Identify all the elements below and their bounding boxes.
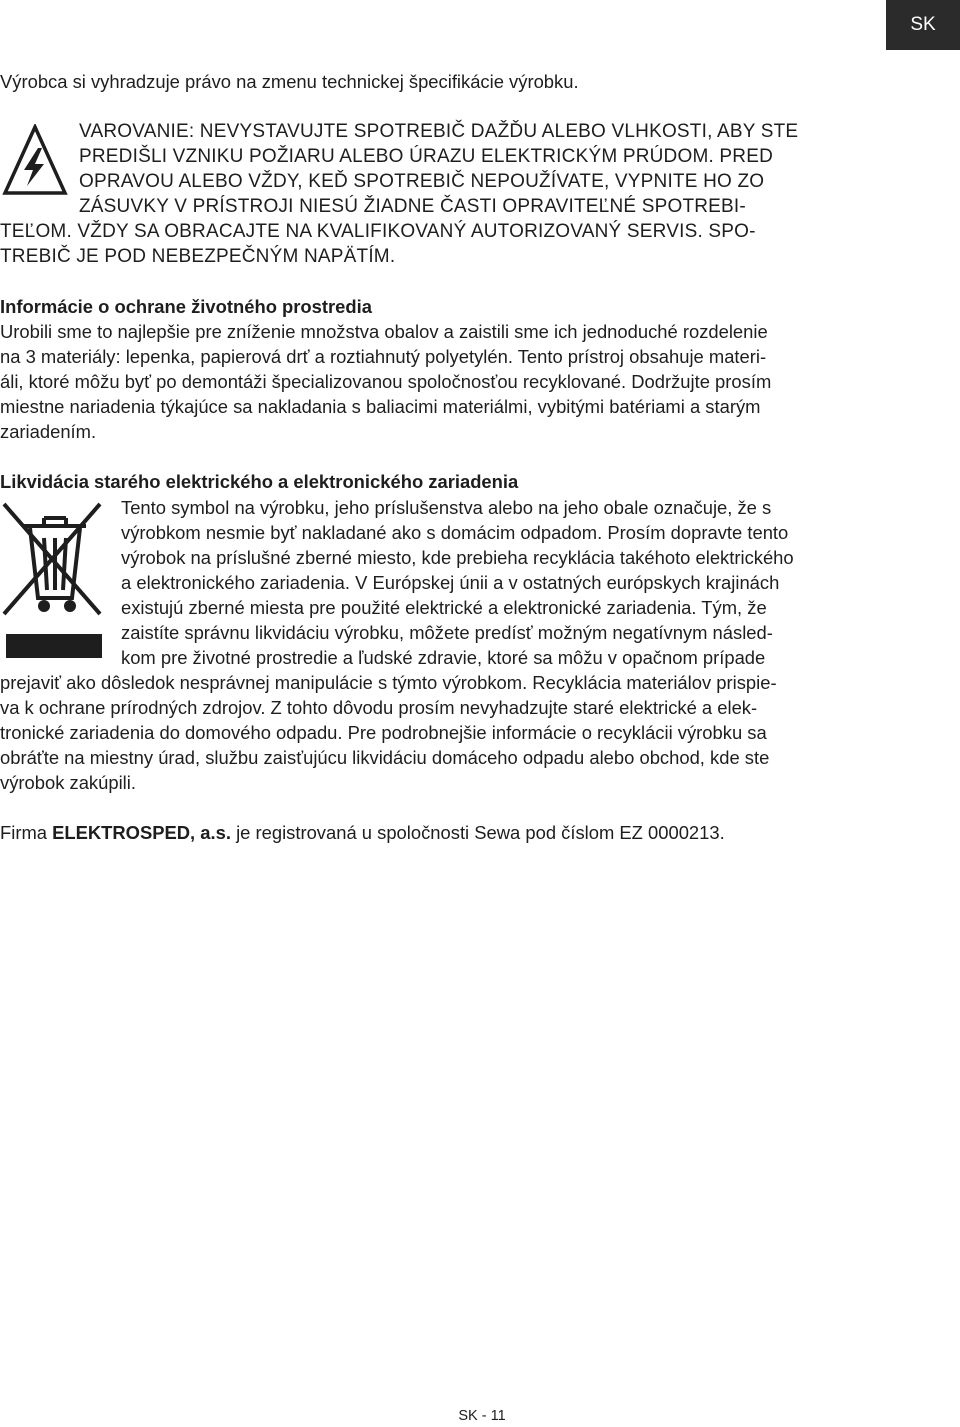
- registration-prefix: Firma: [0, 822, 53, 843]
- disposal-line: výrobok zakúpili.: [0, 772, 136, 793]
- environment-line: zariadením.: [0, 421, 97, 442]
- registration-suffix: je registrovaná u spoločnosti Sewa pod číslom EZ 0000213.: [230, 822, 725, 843]
- environment-line: Urobili sme to najlepšie pre zníženie množstva obalov a zaistili sme ich jednoduché rozdelenie: [0, 321, 768, 342]
- disposal-line: kom pre životné prostredie a ľudské zdravie, ktoré sa môžu v opačnom prípade: [121, 647, 766, 668]
- warning-line: VAROVANIE: NEVYSTAVUJTE SPOTREBIČ DAŽĎU ALEBO VLHKOSTI, ABY STE: [79, 121, 799, 142]
- intro-text: Výrobca si vyhradzuje právo na zmenu technickej špecifikácie výrobku.: [0, 71, 579, 92]
- disposal-line: Tento symbol na výrobku, jeho príslušenstva alebo na jeho obale označuje, že s: [121, 497, 772, 518]
- registration-text: [0, 820, 725, 845]
- warning-line: TREBIČ JE POD NEBEZPEČNÝM NAPÄTÍM.: [0, 246, 396, 267]
- lightning-warning-icon: [2, 124, 68, 196]
- disposal-line: výrobkom nesmie byť nakladané ako s domácim odpadom. Prosím dopravte tento: [121, 522, 789, 543]
- page-footer: [0, 1408, 960, 1424]
- crossed-out-wheeled-bin-icon: [0, 498, 106, 662]
- warning-line: ZÁSUVKY V PRÍSTROJI NIESÚ ŽIADNE ČASTI OPRAVITEĽNÉ SPOTREBI-: [79, 196, 746, 217]
- company-name: ELEKTROSPED, a.s.: [52, 822, 231, 843]
- disposal-line: obráťte na miestny úrad, službu zaisťujúcu likvidáciu domáceho odpadu alebo obchod, kde ste: [0, 747, 770, 768]
- language-tab: SK: [886, 0, 960, 50]
- disposal-line: zaistíte správnu likvidáciu výrobku, môžete predísť možným negatívnym násled-: [121, 622, 773, 643]
- disposal-line: va k ochrane prírodných zdrojov. Z tohto dôvodu prosím nevyhadzujte staré elektrické a elek-: [0, 697, 758, 718]
- environment-heading: Informácie o ochrane životného prostredia: [0, 296, 372, 317]
- warning-line: OPRAVOU ALEBO VŽDY, KEĎ SPOTREBIČ NEPOUŽÍVATE, VYPNITE HO ZO: [79, 171, 765, 192]
- disposal-line: tronické zariadenia do domového odpadu. Pre podrobnejšie informácie o recyklácii výrobku sa: [0, 722, 767, 743]
- disposal-heading: Likvidácia starého elektrického a elektronického zariadenia: [0, 471, 519, 492]
- disposal-line: prejaviť ako dôsledok nesprávnej manipulácie s týmto výrobkom. Recyklácia materiálov prispie-: [0, 672, 777, 693]
- page-number: SK - 11: [458, 1408, 506, 1424]
- warning-line: TEĽOM. VŽDY SA OBRACAJTE NA KVALIFIKOVANÝ AUTORIZOVANÝ SERVIS. SPO-: [0, 221, 756, 242]
- environment-line: na 3 materiály: lepenka, papierová drť a roztiahnutý polyetylén. Tento prístroj obsahuje materi-: [0, 346, 767, 367]
- warning-line: PREDIŠLI VZNIKU POŽIARU ALEBO ÚRAZU ELEKTRICKÝM PRÚDOM. PRED: [79, 146, 774, 167]
- environment-line: miestne nariadenia týkajúce sa nakladania s baliacimi materiálmi, vybitými batériami a starým: [0, 396, 761, 417]
- disposal-line: a elektronického zariadenia. V Európskej únii a v ostatných európskych krajinách: [121, 572, 780, 593]
- environment-line: áli, ktoré môžu byť po demontáži špecializovanou spoločnosťou recyklované. Dodržujte prosím: [0, 371, 772, 392]
- disposal-line: existujú zberné miesta pre použité elektrické a elektronické zariadenia. Tým, že: [121, 597, 767, 618]
- disposal-line: výrobok na príslušné zberné miesto, kde prebieha recyklácia takéhoto elektrického: [121, 547, 794, 568]
